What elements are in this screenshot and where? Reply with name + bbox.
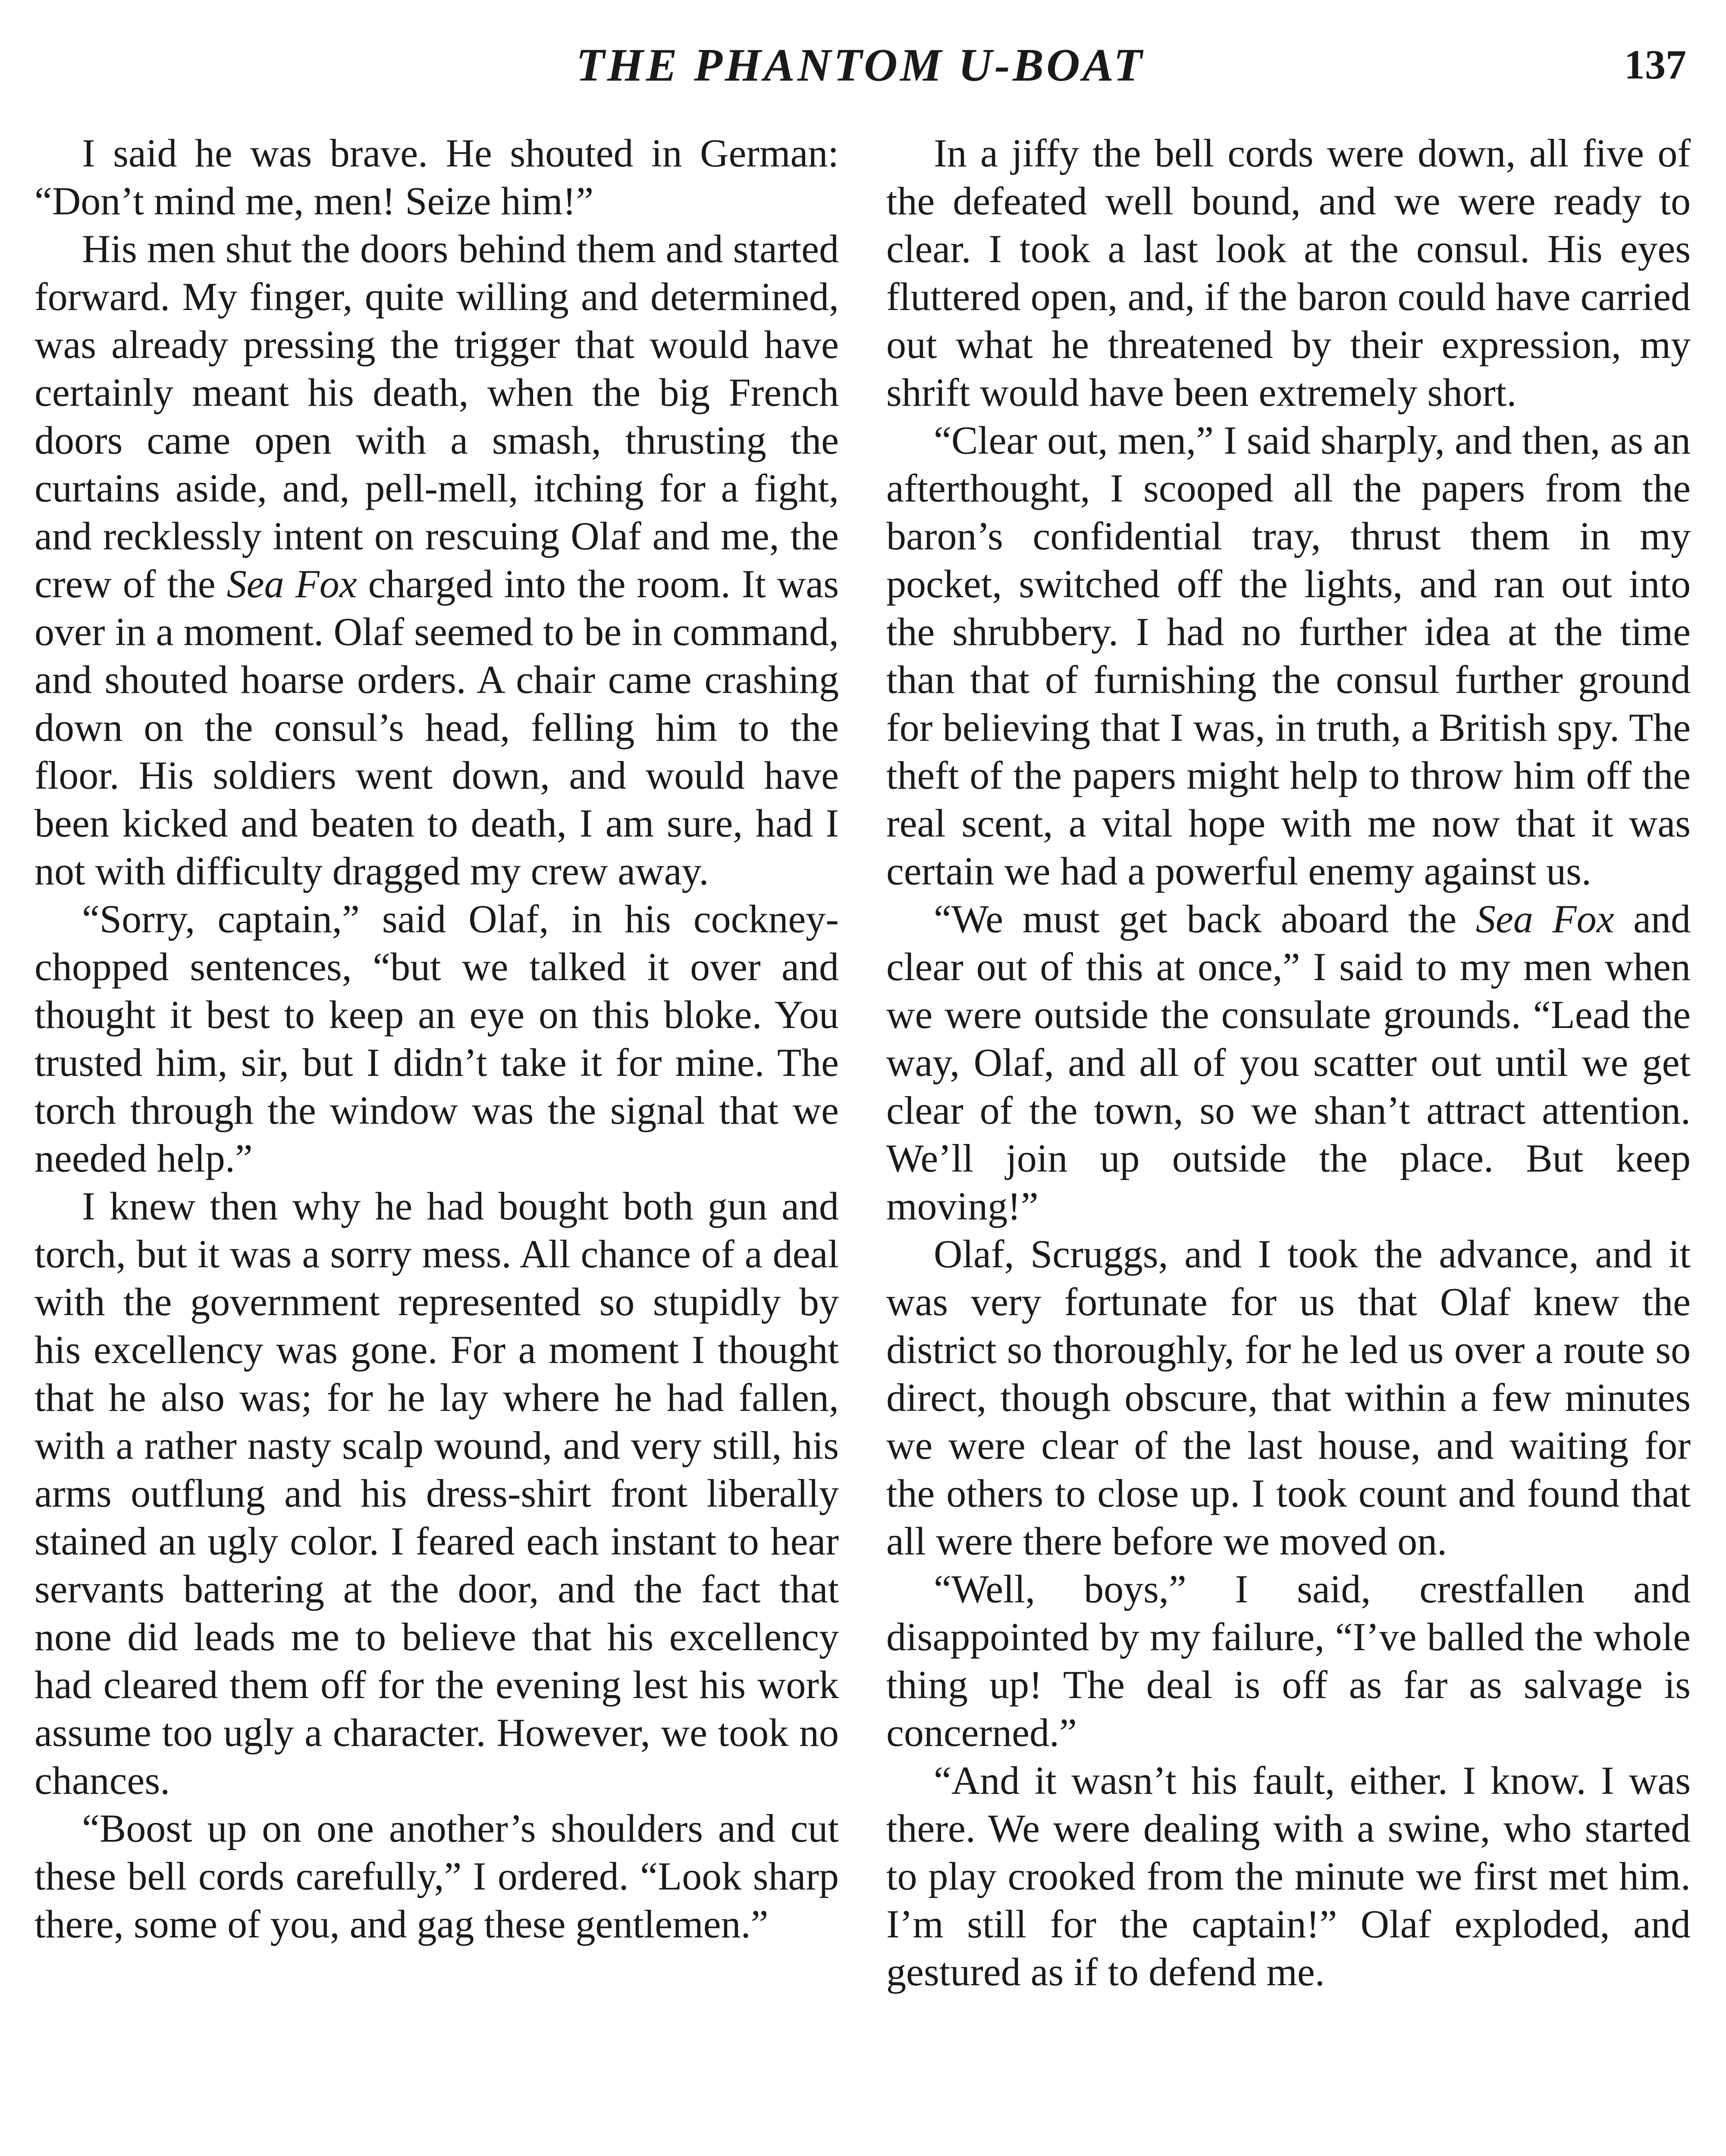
running-title: THE PHANTOM U-BOAT [576,40,1145,91]
paragraph: “Sorry, captain,” said Olaf, in his cockney-chopped sentences, “but we talked it over and thought it best to keep an eye on this bloke. You trusted him, sir, but I didn’t take it for mine. The torch through the window was the signal that we needed help.” [35,897,839,1180]
paragraph-text: His men shut the doors behind them and started forward. My finger, quite willing and determined, was already pressing the trigger that would have certainly meant his death, when the big French doors came open with a smash, thrusting the curtains aside, and, pell-mell, itching for a fight, and recklessly intent on rescuing Olaf and me, the crew of the [35,227,839,606]
paragraph: Olaf, Scruggs, and I took the advance, and it was very fortunate for us that Olaf knew the district so thoroughly, for he led us over a route so direct, though obscure, that within a few minutes we were clear of the last house, and waiting for the others to close up. I took count and found that all were there before we moved on. [886,1232,1691,1563]
right-column [886,129,1691,1996]
left-column [35,129,839,1948]
paragraph: “Well, boys,” I said, crestfallen and disappointed by my failure, “I’ve balled the whole thing up! The deal is off as far as salvage is concerned.” [886,1567,1691,1755]
ship-name: Sea Fox [1475,897,1614,941]
paragraph: “Clear out, men,” I said sharply, and then, as an afterthought, I scooped all the papers from the baron’s confidential tray, thrust them in my pocket, switched off the lights, and ran out into the shrubbery. I had no further idea at the time than that of furnishing the consul further ground for believing that I was, in truth, a British spy. The theft of the papers might help to throw him off the real scent, a vital hope with me now that it was certain we had a powerful enemy against us. [886,418,1691,893]
ship-name: Sea Fox [226,562,357,606]
page-header [35,30,1686,99]
paragraph-text: “We must get back aboard the [934,897,1476,941]
paragraph-text: charged into the room. It was over in a moment. Olaf seemed to be in command, and shouted hoarse orders. A chair came crashing down on the consul’s head, felling him to the floor. His soldiers went down, and would have been kicked and beaten to death, I am sure, had I not with difficulty dragged my crew away. [35,562,839,893]
paragraph-text: and clear out of this at once,” I said to my men when we were outside the consulate grounds. “Lead the way, Olaf, and all of you scatter out until we get clear of the town, so we shan’t attract attention. We’ll join up outside the place. But keep moving!” [886,897,1691,1228]
paragraph [886,895,1691,1230]
page-number: 137 [1624,41,1686,88]
paragraph: In a jiffy the bell cords were down, all five of the defeated well bound, and we were ready to clear. I took a last look at the consul. His eyes fluttered open, and, if the baron could have carried out what he threatened by their expression, my shrift would have been extremely short. [886,131,1691,414]
paragraph: “And it wasn’t his fault, either. I know. I was there. We were dealing with a swine, who started to play crooked from the minute we first met him. I’m still for the captain!” Olaf exploded, and gestured as if to defend me. [886,1758,1691,1994]
paragraph: I said he was brave. He shouted in German: “Don’t mind me, men! Seize him!” [35,131,839,223]
paragraph [35,225,839,895]
paragraph: “Boost up on one another’s shoulders and cut these bell cords carefully,” I ordered. “Look sharp there, some of you, and gag these gentlemen.” [35,1806,839,1946]
paragraph: I knew then why he had bought both gun and torch, but it was a sorry mess. All chance of a deal with the government represented so stupidly by his excellency was gone. For a moment I thought that he also was; for he lay where he had fallen, with a rather nasty scalp wound, and very still, his arms outflung and his dress-shirt front liberally stained an ugly color. I feared each instant to hear servants battering at the door, and the fact that none did leads me to believe that his excellency had cleared them off for the evening lest his work assume too ugly a character. However, we took no chances. [35,1184,839,1802]
